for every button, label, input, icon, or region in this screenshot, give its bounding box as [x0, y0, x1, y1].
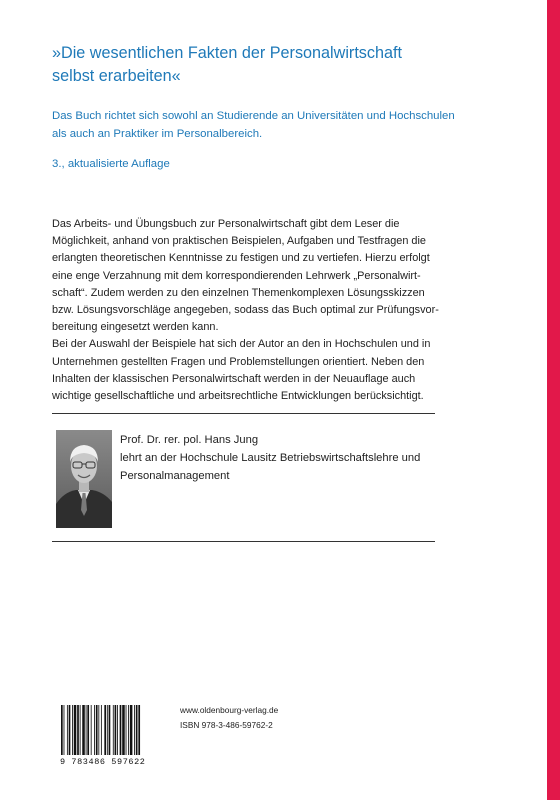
description-line: Möglichkeit, anhand von praktischen Beispielen, Aufgaben und Testfragen die [52, 235, 426, 248]
barcode-bar [109, 705, 111, 755]
barcode-bar [120, 705, 122, 755]
barcode-bar [64, 705, 65, 755]
spine-color-strip [547, 0, 560, 800]
headline [52, 42, 472, 88]
description-line: Das Arbeits- und Übungsbuch zur Personalwirtschaft gibt dem Leser die [52, 218, 400, 230]
barcode-bar [94, 705, 95, 755]
isbn-label: ISBN 978-3-486-59762-2 [180, 720, 273, 730]
barcode-bar [67, 705, 68, 755]
description-line: eine enge Verzahnung mit dem korrespondierenden Lehrwerk „Personalwirt- [52, 269, 421, 282]
barcode-bar [61, 705, 63, 755]
barcode-bar [122, 705, 125, 755]
description-line: schaft“. Zudem werden zu den einzelnen Themenkomplexen Lösungsskizzen [52, 286, 425, 299]
author-photo [56, 430, 112, 528]
description-line: wichtige gesellschaftliche und arbeitsrechtliche Entwicklungen berücksichtigt. [52, 390, 424, 403]
edition-label: 3., aktualisierte Auflage [52, 158, 170, 170]
author-portrait-image [56, 430, 112, 528]
headline-line: selbst erarbeiten« [52, 67, 181, 85]
barcode-bar [86, 705, 87, 755]
divider-bottom [52, 541, 435, 542]
barcode-icon [60, 705, 172, 755]
barcode-bar [87, 705, 89, 755]
description-line: Inhalten der klassischen Personalwirtschaft werden in der Neuauflage auch [52, 372, 416, 385]
barcode-bar [74, 705, 77, 755]
description-line: bereitung eingesetzt werden kann. [52, 321, 219, 334]
description-text [52, 216, 472, 405]
description-line: Unternehmen gestellten Fragen und Problemstellungen orientiert. Neben den [52, 355, 425, 368]
isbn-barcode [60, 705, 172, 769]
barcode-bar [96, 705, 98, 755]
barcode-bar [77, 705, 79, 755]
barcode-number: 9 783486 597622 [60, 757, 146, 767]
barcode-bar [72, 705, 73, 755]
blurb-line: als auch an Praktiker im Personalbereich. [52, 128, 263, 140]
barcode-bar [136, 705, 138, 755]
barcode-bar [128, 705, 129, 755]
author-bio [120, 431, 440, 485]
barcode-bar [104, 705, 106, 755]
barcode-bar [113, 705, 114, 755]
barcode-bar [101, 705, 102, 755]
barcode-bar [91, 705, 92, 755]
author-name: Prof. Dr. rer. pol. Hans Jung [120, 434, 259, 446]
author-bio-line: lehrt an der Hochschule Lausitz Betriebswirtschaftslehre und [120, 452, 421, 464]
barcode-bar [138, 705, 140, 755]
description-line: Bei der Auswahl der Beispiele hat sich der Autor an den in Hochschulen und in [52, 338, 431, 351]
barcode-bar [69, 705, 71, 755]
publisher-info [180, 703, 278, 733]
headline-line: »Die wesentlichen Fakten der Personalwirtschaft [52, 44, 402, 62]
barcode-bar [115, 705, 117, 755]
publisher-website: www.oldenbourg-verlag.de [180, 705, 279, 715]
author-bio-line: Personalmanagement [120, 470, 230, 482]
barcode-bar [117, 705, 118, 755]
barcode-bar [80, 705, 81, 755]
barcode-bar [126, 705, 127, 755]
description-line: erlangten theoretischen Kenntnisse zu festigen und zu vertiefen. Hierzu erfolgt [52, 252, 430, 265]
barcode-bar [107, 705, 108, 755]
barcode-bar [98, 705, 99, 755]
audience-blurb [52, 107, 472, 143]
description-line: bzw. Lösungsvorschläge angegeben, sodass das Buch optimal zur Prüfungsvor- [52, 304, 439, 317]
barcode-bar [134, 705, 135, 755]
barcode-bar [130, 705, 133, 755]
blurb-line: Das Buch richtet sich sowohl an Studierende an Universitäten und Hochschulen [52, 110, 455, 122]
barcode-bar [82, 705, 85, 755]
divider-top [52, 413, 435, 414]
